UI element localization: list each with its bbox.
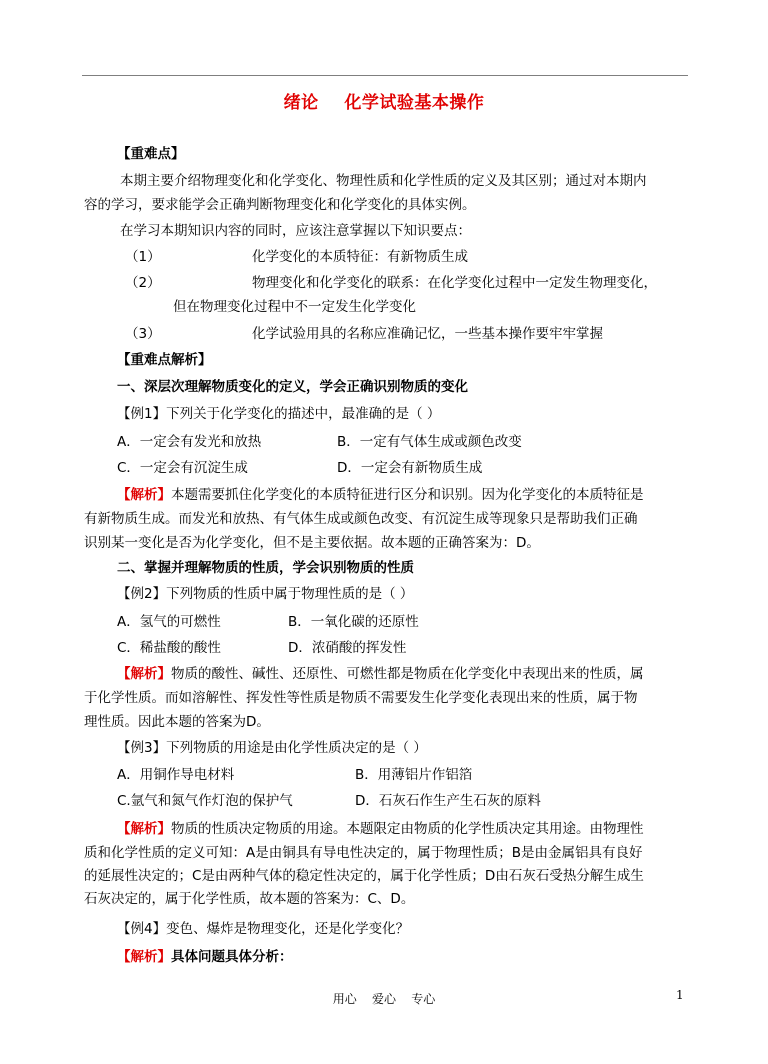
- example-3-option-a: A．用铜作导电材料: [117, 767, 235, 783]
- intro-line-1: 本期主要介绍物理变化和化学变化、物理性质和化学性质的定义及其区别；通过对本期内: [120, 173, 647, 189]
- analysis-3-line-2: 质和化学性质的定义可知：A是由铜具有导电性决定的，属于物理性质；B是由金属铝具有良好: [84, 845, 643, 861]
- analysis-3-line-3: 的延展性决定的；C是由两种气体的稳定性决定的，属于化学性质；D由石灰石受热分解生成生: [84, 868, 644, 884]
- page-footer: 用心 爱心 专心: [332, 992, 436, 1006]
- section-1-heading: 一、深层次理解物质变化的定义，学会正确识别物质的变化: [117, 379, 468, 395]
- analysis-1-line-1: 【解析】本题需要抓住化学变化的本质特征进行区分和识别。因为化学变化的本质特征是: [117, 487, 644, 503]
- point-2-number: （2）: [125, 275, 161, 291]
- example-1-option-d: D．一定会有新物质生成: [337, 460, 483, 476]
- example-2-option-a: A．氢气的可燃性: [117, 614, 221, 630]
- point-2-text: 物理变化和化学变化的联系：在化学变化过程中一定发生物理变化，: [252, 275, 657, 291]
- intro-line-2: 容的学习，要求能学会正确判断物理变化和化学变化的具体实例。: [84, 197, 476, 213]
- example-2-question: 下列物质的性质中属于物理性质的是（ ）: [166, 586, 414, 602]
- example-3: [117, 739, 427, 757]
- example-3-option-b: B．用薄铝片作铝箔: [355, 767, 473, 783]
- analysis-3-label: 【解析】: [117, 821, 171, 837]
- example-1-option-a: A．一定会有发光和放热: [117, 434, 262, 450]
- point-1-number: （1）: [125, 249, 161, 265]
- example-4-question: 变色、爆炸是物理变化，还是化学变化？: [166, 921, 410, 937]
- analysis-4-label: 【解析】: [117, 949, 171, 965]
- example-1-question: 下列关于化学变化的描述中，最准确的是（ ）: [166, 406, 441, 422]
- example-4-label: 【例4】: [117, 921, 167, 937]
- example-1: [117, 405, 440, 423]
- analysis-3-line-1: 【解析】物质的性质决定物质的用途。本题限定由物质的化学性质决定其用途。由物理性: [117, 821, 644, 837]
- point-1-text: 化学变化的本质特征：有新物质生成: [252, 249, 468, 265]
- example-3-option-c: C.氩气和氮气作灯泡的保护气: [117, 793, 293, 809]
- page-number: 1: [676, 988, 684, 1002]
- example-3-question: 下列物质的用途是由化学性质决定的是（ ）: [166, 740, 427, 756]
- example-4: [117, 920, 409, 938]
- example-3-label: 【例3】: [117, 740, 167, 756]
- example-1-label: 【例1】: [117, 406, 167, 422]
- point-3-number: （3）: [125, 326, 161, 342]
- analysis-heading: 【重难点解析】: [117, 352, 212, 368]
- header-rule: [82, 75, 688, 76]
- analysis-4-line-1: 【解析】具体问题具体分析：: [117, 949, 293, 965]
- example-2-option-c: C．稀盐酸的酸性: [117, 640, 221, 656]
- example-2-option-b: B．一氧化碳的还原性: [288, 614, 419, 630]
- analysis-2-line-2: 于化学性质。而如溶解性、挥发性等性质是物质不需要发生化学变化表现出来的性质，属于物: [84, 690, 638, 706]
- section-2-heading: 二、掌握并理解物质的性质，学会识别物质的性质: [117, 560, 414, 576]
- analysis-3-line-4: 石灰决定的，属于化学性质，故本题的答案为：C、D。: [84, 891, 415, 907]
- analysis-2-label: 【解析】: [117, 666, 171, 682]
- analysis-2-line-3: 理性质。因此本题的答案为D。: [84, 714, 270, 730]
- point-3-text: 化学试验用具的名称应准确记忆，一些基本操作要牢牢掌握: [252, 326, 603, 342]
- intro-line-3: 在学习本期知识内容的同时，应该注意掌握以下知识要点：: [120, 223, 471, 239]
- example-3-option-d: D．石灰石作生产生石灰的原料: [355, 793, 541, 809]
- example-2-option-d: D．浓硝酸的挥发性: [288, 640, 407, 656]
- example-1-option-c: C．一定会有沉淀生成: [117, 460, 248, 476]
- analysis-1-label: 【解析】: [117, 487, 171, 503]
- analysis-2-line-1: 【解析】物质的酸性、碱性、还原性、可燃性都是物质在化学变化中表现出来的性质，属: [117, 666, 644, 682]
- example-2-label: 【例2】: [117, 586, 167, 602]
- key-points-heading: 【重难点】: [117, 146, 185, 162]
- example-2: [117, 585, 413, 603]
- analysis-1-line-3: 识别某一变化是否为化学变化，但不是主要依据。故本题的正确答案为：D。: [84, 535, 540, 551]
- point-2-continuation: 但在物理变化过程中不一定发生化学变化: [173, 299, 416, 315]
- example-1-option-b: B．一定有气体生成或颜色改变: [337, 434, 522, 450]
- analysis-1-line-2: 有新物质生成。而发光和放热、有气体生成或颜色改变、有沉淀生成等现象只是帮助我们正确: [84, 511, 638, 527]
- page-title: 绪论 化学试验基本操作: [283, 93, 485, 113]
